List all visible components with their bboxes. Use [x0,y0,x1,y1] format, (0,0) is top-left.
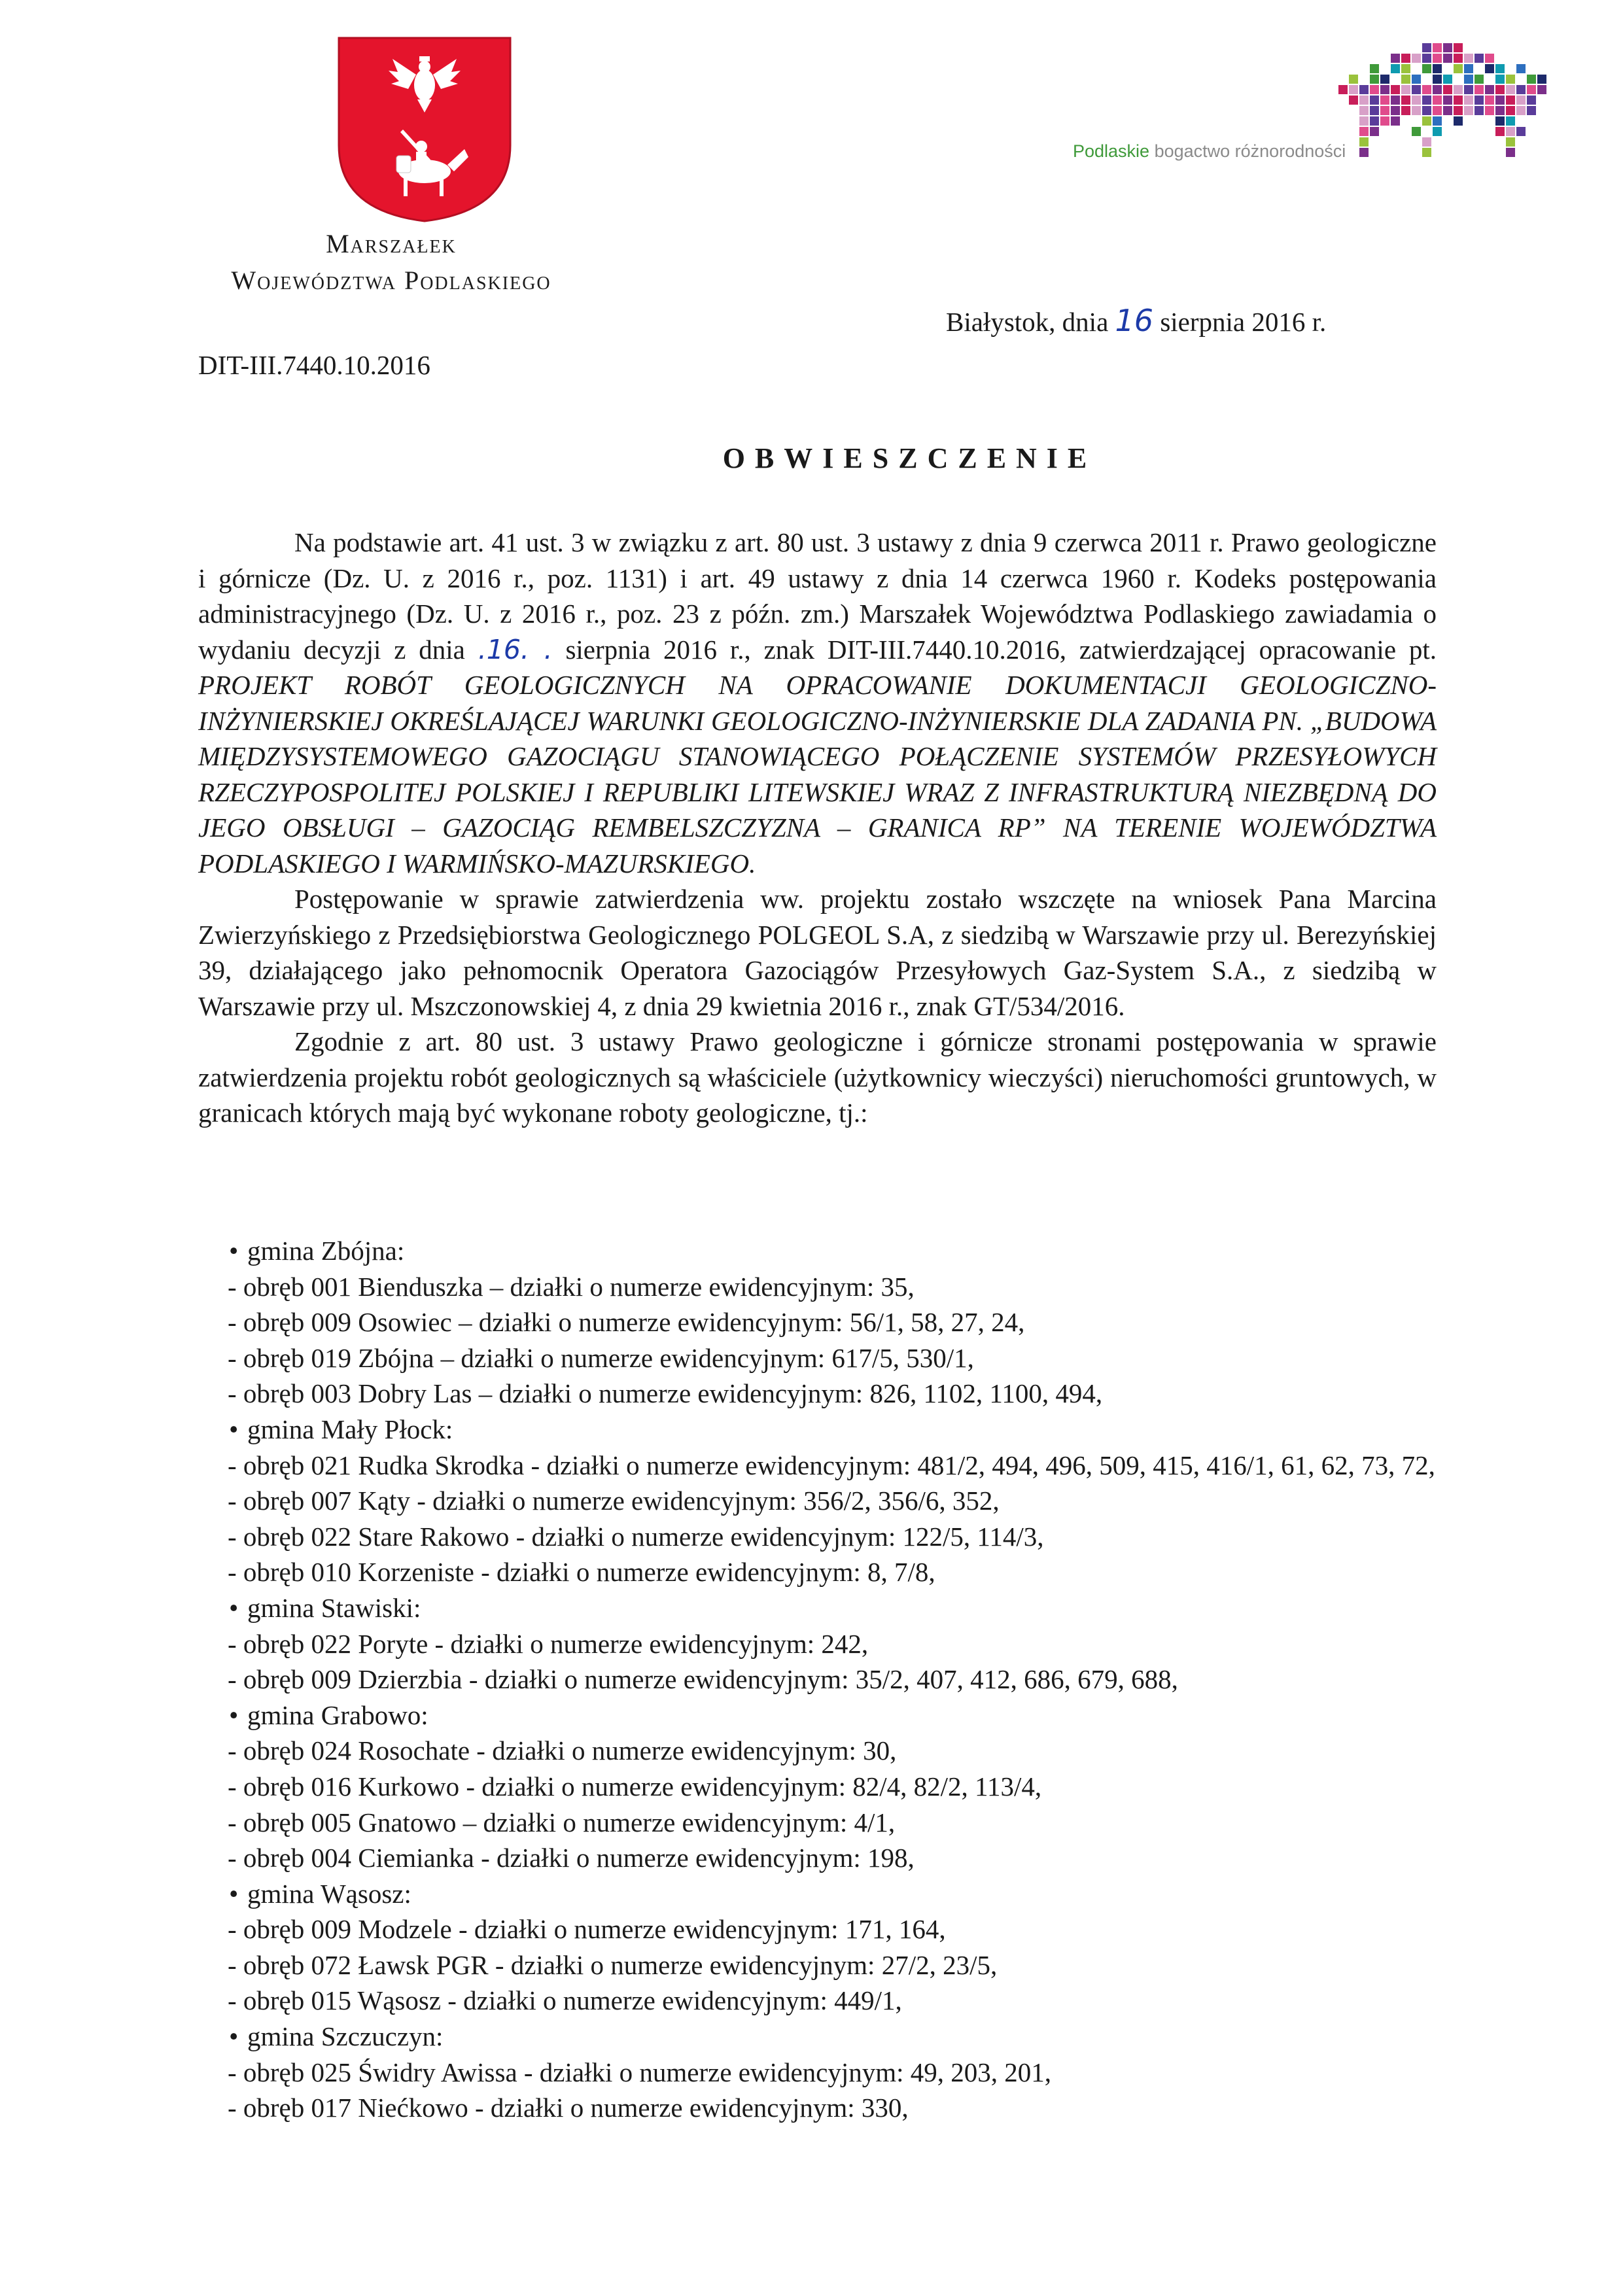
municipality-label: gmina Grabowo: [247,1699,428,1730]
municipality-label: gmina Zbójna: [247,1236,405,1266]
issuer-block [150,226,632,299]
precinct-plots-item: - obręb 010 Korzeniste - działki o numerze ewidencyjnym: 8, 7/8, [228,1557,935,1588]
precinct-plots-item: - obręb 025 Świdry Awissa - działki o numerze ewidencyjnym: 49, 203, 201, [228,2057,1052,2087]
precinct-plots-item: - obręb 005 Gnatowo – działki o numerze ewidencyjnym: 4/1, [228,1807,896,1837]
municipality-heading [228,1233,1437,1269]
bullet-icon: • [229,1592,239,1623]
reference-number: DIT-III.7440.10.2016 [198,350,430,380]
precinct-plots-item: - obręb 009 Osowiec – działki o numerze ewidencyjnym: 56/1, 58, 27, 24, [228,1307,1025,1338]
notice-body [198,525,1437,1131]
precinct-plots-item: - obręb 022 Stare Rakowo - działki o numerze ewidencyjnym: 122/5, 114/3, [228,1521,1044,1552]
precinct-plots-item: - obręb 016 Kurkowo - działki o numerze ewidencyjnym: 82/4, 82/2, 113/4, [228,1771,1042,1801]
municipality-label: gmina Stawiski: [247,1592,421,1623]
plot-list [228,1233,1437,2126]
municipality-heading [228,1412,1437,1448]
podlaskie-bison-logo [1336,41,1552,171]
document-heading: OBWIESZCZENIE [722,442,1097,474]
paragraph-parties: Zgodnie z art. 80 ust. 3 ustawy Prawo geologiczne i górnicze stronami postępowania w sprawie zatwierdzenia projektu robót geologicznych są właściciele (użytkownicy wieczyści) nieruchomości gruntowych, w granicach których mają być wykonane roboty geologiczne, tj.: [198,1026,1437,1128]
tagline-region: Podlaskie [1073,141,1150,161]
municipality-heading [228,2019,1437,2055]
handwritten-decision-day: .16. . [478,633,553,665]
precinct-plots-item: - obręb 017 Niećkowo - działki o numerze ewidencyjnym: 330, [228,2093,909,2123]
municipality-heading [228,1876,1437,1912]
handwritten-day: 16 [1115,303,1154,338]
issuer-line-1: Marszałek [326,229,457,258]
bullet-icon: • [229,1236,239,1266]
precinct-plots-item: - obręb 015 Wąsosz - działki o numerze ewidencyjnym: 449/1, [228,1985,902,2016]
precinct-plots-item: - obręb 003 Dobry Las – działki o numerze ewidencyjnym: 826, 1102, 1100, 494, [228,1378,1103,1409]
precinct-plots-item: - obręb 004 Ciemianka - działki o numerze ewidencyjnym: 198, [228,1843,915,1873]
bullet-icon: • [229,1699,239,1730]
project-title: PROJEKT ROBÓT GEOLOGICZNYCH NA OPRACOWANIE DOKUMENTACJI GEOLOGICZNO-INŻYNIERSKIEJ OKREŚLAJĄCEJ WARUNKI GEOLOGICZNO-INŻYNIERSKIE DLA ZADANIA PN. „BUDOWA MIĘDZYSYSTEMOWEGO GAZOCIĄGU STANOWIĄCEGO POŁĄCZENIE SYSTEMÓW PRZESYŁOWYCH RZECZYPOSPOLITEJ POLSKIEJ I REPUBLIKI LITEWSKIEJ WRAZ Z INFRASTRUKTURĄ NIEZBĘDNĄ DO JEGO OBSŁUGI – GAZOCIĄG REMBELSZCZYZNA – GRANICA RP” NA TERENIE WOJEWÓDZTWA PODLASKIEGO I WARMIŃSKO-MAZURSKIEGO. [198,670,1437,878]
precinct-plots-item: - obręb 072 Ławsk PGR - działki o numerze ewidencyjnym: 27/2, 23/5, [228,1949,998,1980]
precinct-plots-item: - obręb 001 Bienduszka – działki o numerze ewidencyjnym: 35, [228,1271,915,1302]
p1-text-a: Na podstawie art. 41 ust. 3 w związku z art. 80 ust. 3 ustawy z dnia 9 czerwca 2011 r. Prawo geologiczne i górnicze (Dz. U. z 2016 r., poz. 1131) i art. 49 ustawy z dnia 14 czerwca 1960 r. Kodeks postępowania administracyjnego (Dz. U. z 2016 r., poz. 23 z późn. zm.) Marszałek Województwa Podlaskiego zawiadamia o wydaniu decyzji z dnia [198,527,1437,665]
precinct-plots-item: - obręb 007 Kąty - działki o numerze ewidencyjnym: 356/2, 356/6, 352, [228,1486,1000,1516]
paragraph-proceedings: Postępowanie w sprawie zatwierdzenia ww. projektu zostało wszczęte na wniosek Pana Marcina Zwierzyńskiego z Przedsiębiorstwa Geologicznego POLGEOL S.A, z siedzibą w Warszawie przy ul. Berezyńskiej 39, działającego jako pełnomocnik Operatora Gazociągów Przesyłowych Gaz-System S.A., z siedzibą w Warszawie przy ul. Mszczonowskiej 4, z dnia 29 kwietnia 2016 r., znak GT/534/2016. [198,884,1437,1021]
brand-tagline [1073,141,1346,162]
precinct-plots-item: - obręb 021 Rudka Skrodka - działki o numerze ewidencyjnym: 481/2, 494, 496, 509, 415, 416/1, 61, 62, 73, 72, [228,1450,1435,1480]
municipality-label: gmina Szczuczyn: [247,2021,444,2052]
precinct-plots-item: - obręb 019 Zbójna – działki o numerze ewidencyjnym: 617/5, 530/1, [228,1342,974,1373]
precinct-plots-item: - obręb 022 Poryte - działki o numerze ewidencyjnym: 242, [228,1628,869,1659]
issuer-line-2: Województwa Podlaskiego [231,266,551,295]
municipality-label: gmina Wąsosz: [247,1878,411,1909]
municipality-label: gmina Mały Płock: [247,1414,453,1444]
p1-text-b: sierpnia 2016 r., znak DIT-III.7440.10.2016, zatwierdzającej opracowanie pt. [565,634,1437,665]
city-date-prefix: Białystok, dnia [946,307,1109,337]
paragraph-legal-basis [198,525,1437,881]
precinct-plots-item: - obręb 024 Rosochate - działki o numerze ewidencyjnym: 30, [228,1735,897,1766]
voivodeship-crest [335,34,514,224]
bullet-icon: • [229,1878,239,1909]
tagline-text: bogactwo różnorodności [1149,141,1346,161]
bullet-icon: • [229,1414,239,1444]
municipality-heading [228,1590,1437,1626]
municipality-heading [228,1697,1437,1733]
city-date-suffix: sierpnia 2016 r. [1160,307,1327,337]
precinct-plots-item: - obręb 009 Dzierzbia - działki o numerze ewidencyjnym: 35/2, 407, 412, 686, 679, 688, [228,1664,1178,1695]
bullet-icon: • [229,2021,239,2052]
city-date [946,303,1326,338]
precinct-plots-item: - obręb 009 Modzele - działki o numerze ewidencyjnym: 171, 164, [228,1914,946,1945]
